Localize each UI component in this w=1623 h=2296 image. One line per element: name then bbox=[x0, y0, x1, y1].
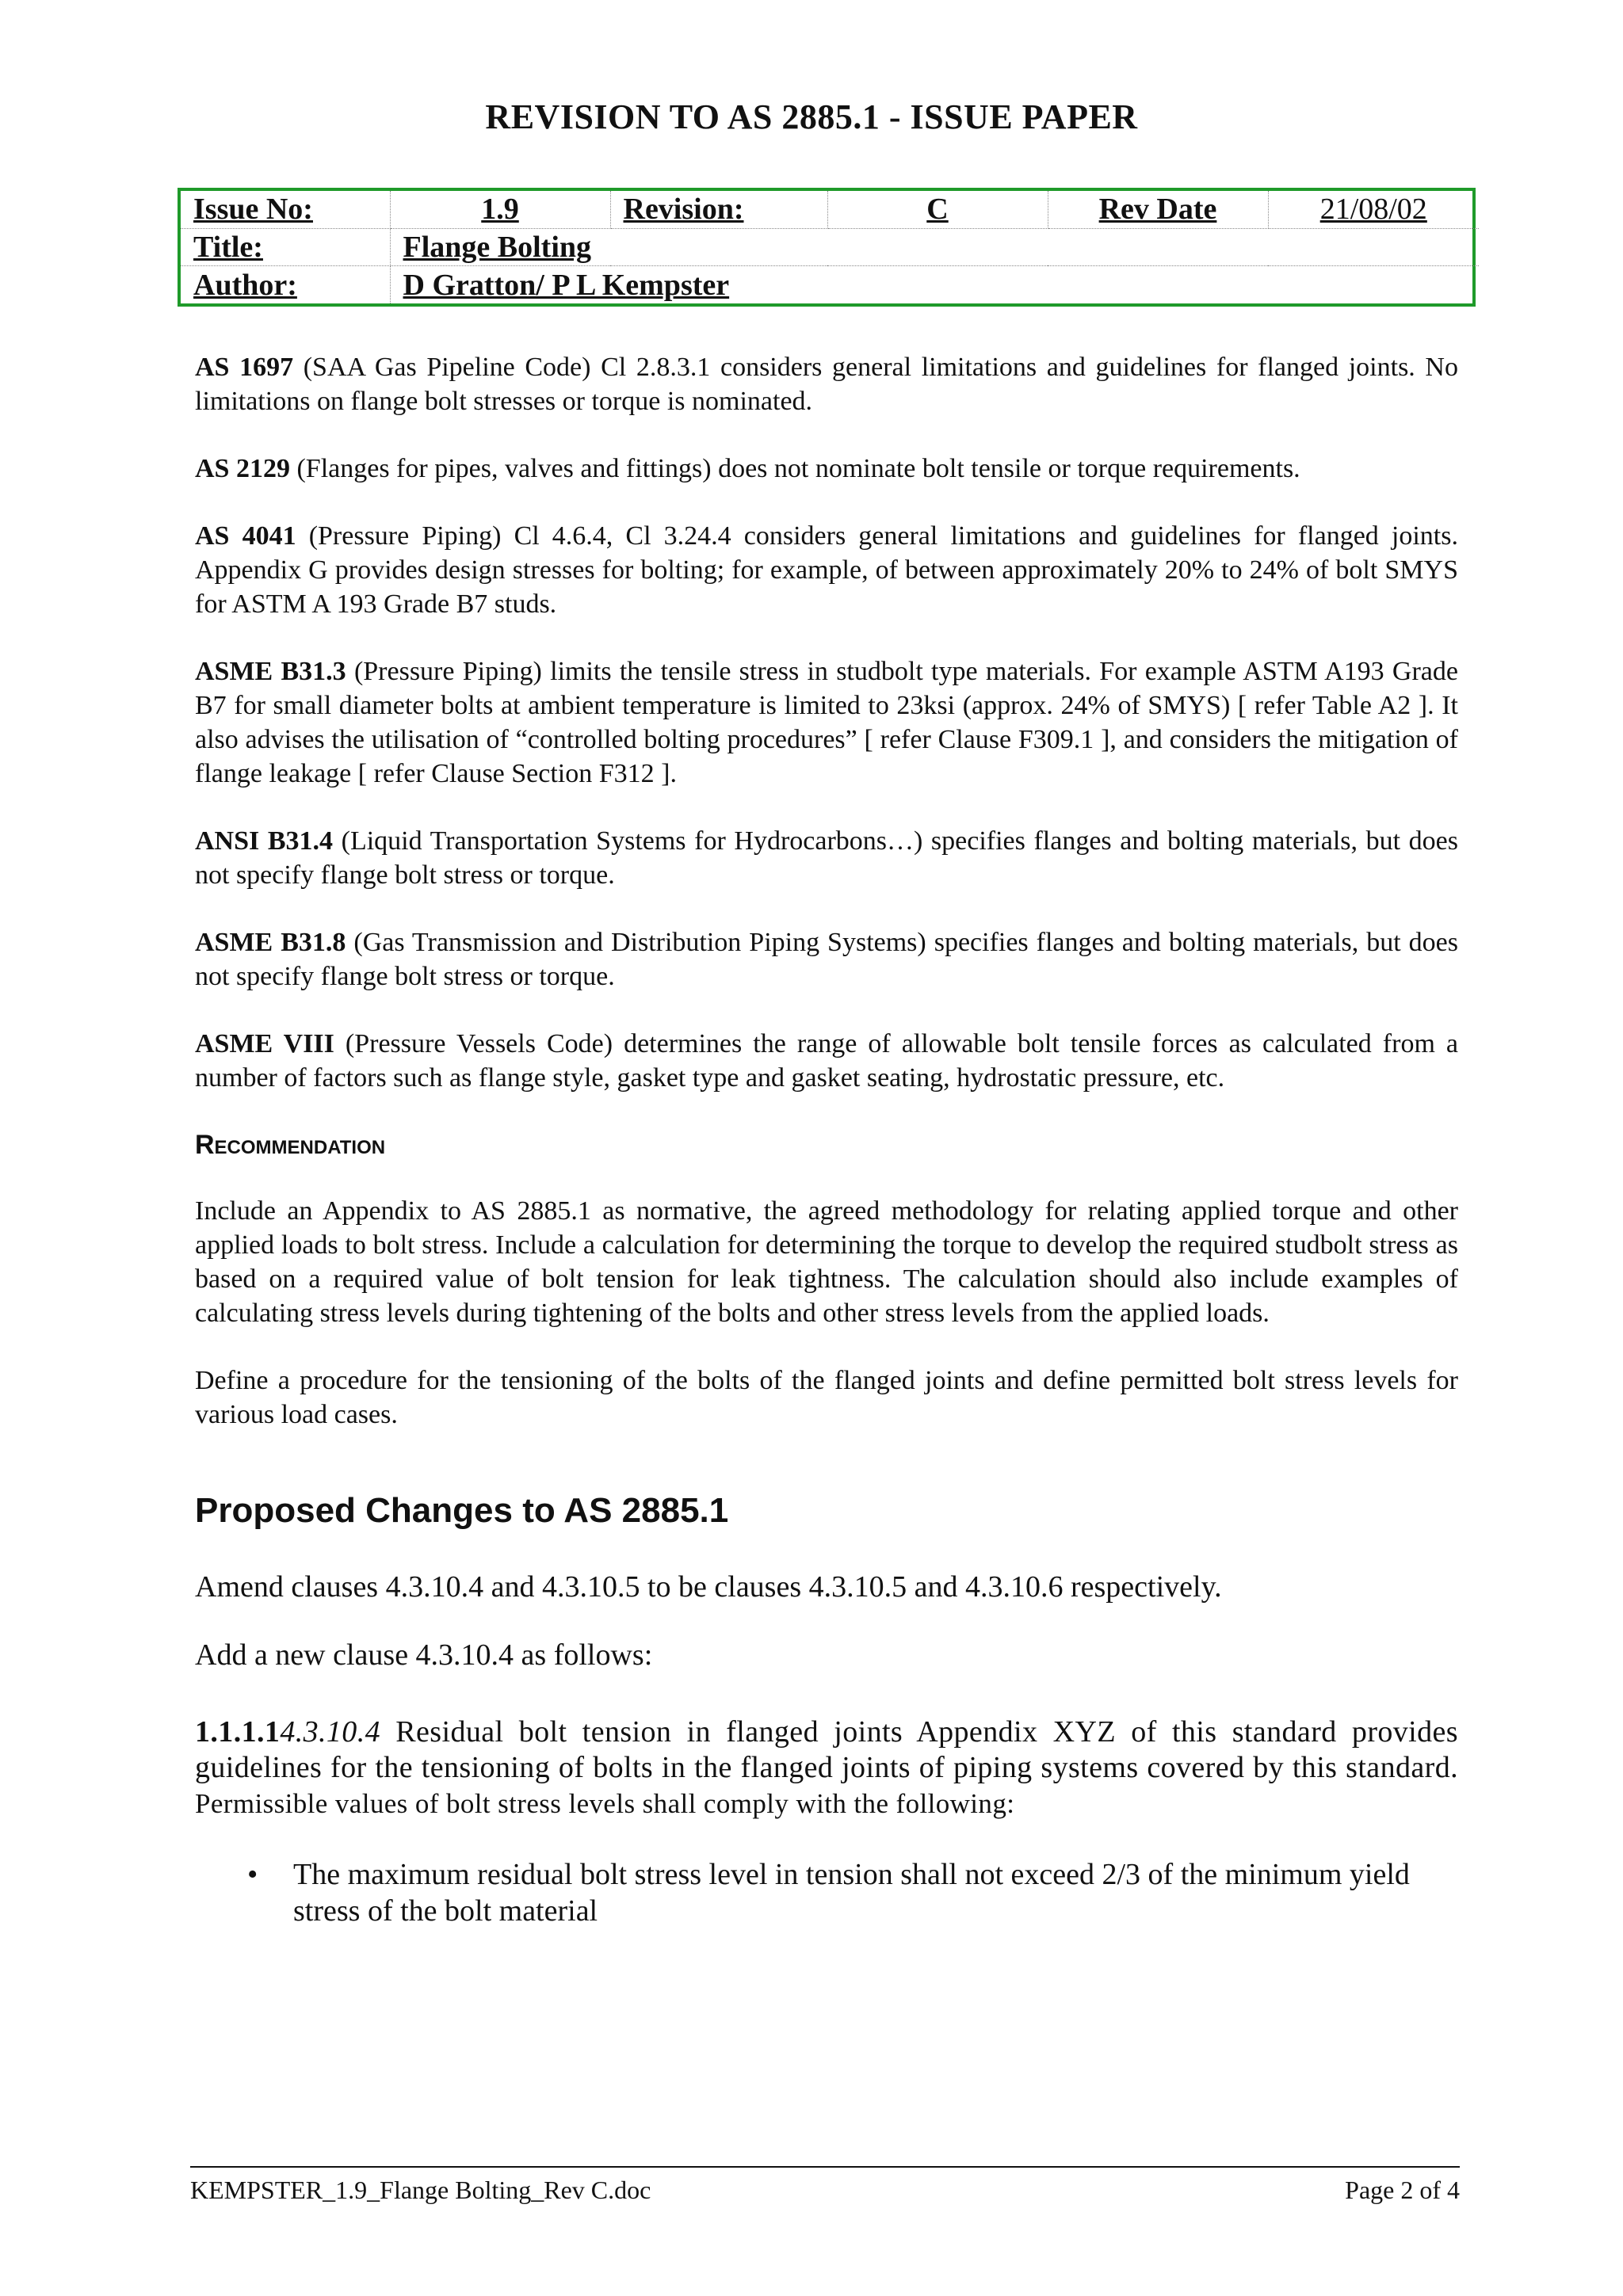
author-label: Author: bbox=[181, 266, 390, 303]
list-item: • The maximum residual bolt stress level in tension shall not exceed 2/3 of the minimum yield stress of the bolt material bbox=[293, 1856, 1458, 1929]
amend-paragraph: Amend clauses 4.3.10.4 and 4.3.10.5 to be clauses 4.3.10.5 and 4.3.10.6 respectively. bbox=[195, 1570, 1222, 1604]
paragraph-as2129: AS 2129 (Flanges for pipes, valves and fittings) does not nominate bolt tensile or torque requirements. bbox=[195, 454, 1300, 483]
new-clause-paragraph: 1.1.1.14.3.10.4 Residual bolt tension in flanged joints Appendix XYZ of this standard provides guidelines for the tensioning of bolts in the flanged joints of piping systems covered by this standard. Permissible values of bolt stress levels shall comply with the following: bbox=[195, 1715, 1458, 1819]
paragraph-asme-b313: ASME B31.3 (Pressure Piping) limits the tensile stress in studbolt type materials. For example ASTM A193 Grade B7 for small diameter bolts at ambient temperature is limited to 23ksi (approx. 24% of SMYS) [ refer Table A2 ]. It also advises the utilisation of “controlled bolting procedures” [ refer Clause F309.1 ], and considers the mitigation of flange leakage [ refer Clause Section F312 ]. bbox=[195, 657, 1458, 788]
title-label: Title: bbox=[181, 228, 390, 266]
bolt-stress-list bbox=[195, 1856, 1458, 1929]
rev-date-value: 21/08/02 bbox=[1268, 191, 1479, 228]
title-value: Flange Bolting bbox=[390, 228, 1479, 266]
rev-date-label: Rev Date bbox=[1048, 191, 1268, 228]
recommendation-heading: Recommendation bbox=[195, 1130, 386, 1160]
footer-page-number: Page 2 of 4 bbox=[1345, 2176, 1460, 2204]
paragraph-ansi-b314: ANSI B31.4 (Liquid Transportation Systems for Hydrocarbons…) specifies flanges and bolting materials, but does not specify flange bolt stress or torque. bbox=[195, 826, 1458, 890]
document-body bbox=[195, 350, 1458, 1929]
author-value: D Gratton/ P L Kempster bbox=[403, 268, 730, 302]
paragraph-as4041: AS 4041 (Pressure Piping) Cl 4.6.4, Cl 3.24.4 considers general limitations and guidelines for flanged joints. Appendix G provides design stresses for bolting; for example, of between approximately 20% to 24% of bolt SMYS for ASTM A 193 Grade B7 studs. bbox=[195, 521, 1458, 619]
page-title: REVISION TO AS 2885.1 - ISSUE PAPER bbox=[485, 97, 1138, 136]
paragraph-asme-viii: ASME VIII (Pressure Vessels Code) determines the range of allowable bolt tensile forces as calculated from a number of factors such as flange style, gasket type and gasket seating, hydrostatic pressure, etc. bbox=[195, 1029, 1458, 1093]
recommendation-paragraph-2: Define a procedure for the tensioning of the bolts of the flanged joints and define permitted bolt stress levels for various load cases. bbox=[195, 1366, 1458, 1429]
proposed-changes-heading: Proposed Changes to AS 2885.1 bbox=[195, 1491, 729, 1530]
issue-no-value: 1.9 bbox=[390, 191, 610, 228]
revision-value: C bbox=[827, 191, 1048, 228]
footer-filename: KEMPSTER_1.9_Flange Bolting_Rev C.doc bbox=[190, 2176, 651, 2204]
issue-no-label: Issue No: bbox=[181, 191, 390, 228]
revision-label: Revision: bbox=[610, 191, 827, 228]
paragraph-as1697: AS 1697 (SAA Gas Pipeline Code) Cl 2.8.3.1 considers general limitations and guidelines for flanged joints. No limitations on flange bolt stresses or torque is nominated. bbox=[195, 353, 1458, 416]
add-clause-paragraph: Add a new clause 4.3.10.4 as follows: bbox=[195, 1638, 653, 1672]
page-footer bbox=[190, 2166, 1460, 2205]
recommendation-paragraph-1: Include an Appendix to AS 2885.1 as normative, the agreed methodology for relating applied torque and other applied loads to bolt stress. Include a calculation for determining the torque to develop the required studbolt stress as based on a required value of bolt tension for leak tightness. The calculation should also include examples of calculating stress levels during tightening of the bolts and other stress levels from the applied loads. bbox=[195, 1196, 1458, 1328]
paragraph-asme-b318: ASME B31.8 (Gas Transmission and Distribution Piping Systems) specifies flanges and bolting materials, but does not specify flange bolt stress or torque. bbox=[195, 928, 1458, 991]
issue-info-table bbox=[178, 188, 1476, 307]
